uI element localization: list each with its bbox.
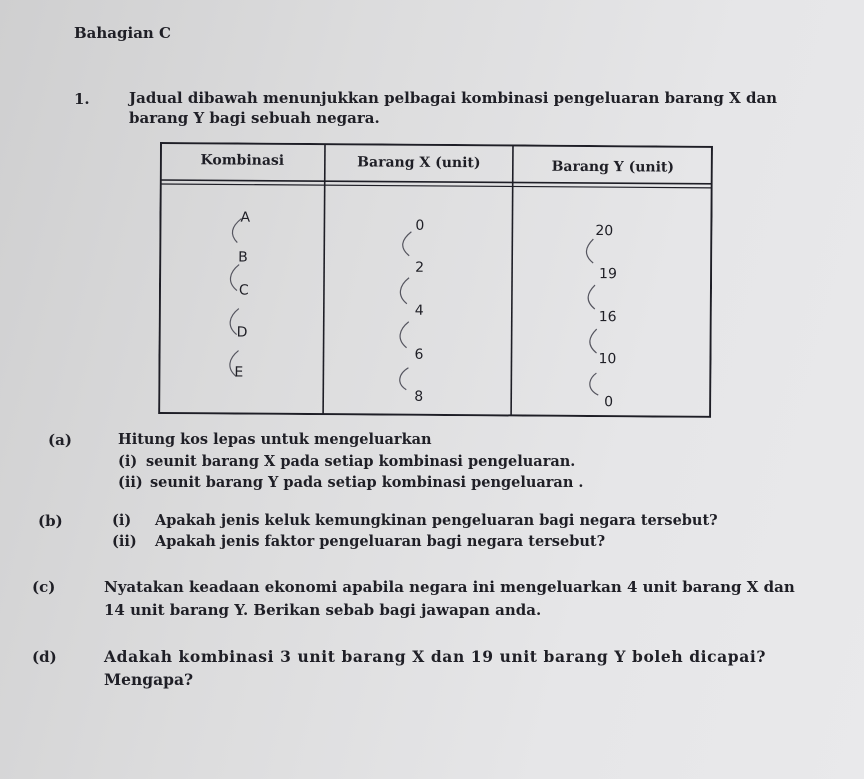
barang-x-value: 6 [414, 346, 424, 363]
combination-a: A [240, 209, 251, 226]
part-c-line-1: Nyatakan keadaan ekonomi apabila negara ini mengeluarkan 4 unit barang X dan [104, 578, 795, 596]
combination-e: E [234, 364, 244, 381]
part-c-label: (c) [32, 578, 56, 596]
barang-x-value: 0 [415, 217, 425, 234]
header-kombinasi: Kombinasi [200, 152, 285, 169]
barang-y-value: 16 [598, 309, 617, 326]
part-b-i-text: Apakah jenis keluk kemungkinan pengeluaran bagi negara tersebut? [155, 512, 718, 529]
barang-x-value: 8 [414, 388, 424, 405]
part-d-line-1: Adakah kombinasi 3 unit barang X dan 19 unit barang Y boleh dicapai? [104, 647, 767, 666]
question-intro-line-1: Jadual dibawah menunjukkan pelbagai kombinasi pengeluaran barang X dan [129, 89, 778, 107]
question-intro-line-2: barang Y bagi sebuah negara. [129, 109, 380, 127]
part-a-ii-label: (ii) [118, 474, 143, 491]
handwritten-arrows-col2 [400, 232, 412, 390]
part-a-ii-text: seunit barang Y pada setiap kombinasi pengeluaran . [150, 474, 584, 491]
header-barang-y: Barang Y (unit) [551, 158, 675, 176]
part-a-i-label: (i) [118, 453, 138, 470]
barang-y-value: 20 [595, 223, 614, 240]
part-a-text: Hitung kos lepas untuk mengeluarkan [118, 431, 432, 448]
header-barang-x: Barang X (unit) [357, 154, 481, 172]
part-b-i-label: (i) [112, 512, 132, 529]
part-b-ii-label: (ii) [112, 533, 137, 550]
barang-y-value: 0 [604, 394, 614, 411]
section-title: Bahagian C [74, 24, 171, 42]
combination-b: B [238, 249, 248, 266]
barang-x-value: 2 [415, 259, 425, 276]
handwritten-arrows-col3 [585, 239, 599, 395]
barang-y-value: 19 [599, 266, 617, 283]
part-b-label: (b) [38, 512, 63, 530]
part-b-ii-text: Apakah jenis faktor pengeluaran bagi negara tersebut? [155, 533, 606, 550]
barang-y-value: 10 [598, 351, 617, 368]
combination-d: D [236, 324, 248, 341]
production-table [158, 142, 713, 418]
part-c-line-2: 14 unit barang Y. Berikan sebab bagi jawapan anda. [104, 601, 542, 619]
part-d-label: (d) [32, 648, 57, 666]
combination-c: C [238, 282, 249, 299]
part-a-label: (a) [48, 431, 72, 449]
part-d-line-2: Mengapa? [104, 670, 194, 689]
barang-x-value: 4 [414, 302, 424, 319]
question-number: 1. [74, 90, 90, 108]
part-a-i-text: seunit barang X pada setiap kombinasi pengeluaran. [146, 453, 576, 470]
